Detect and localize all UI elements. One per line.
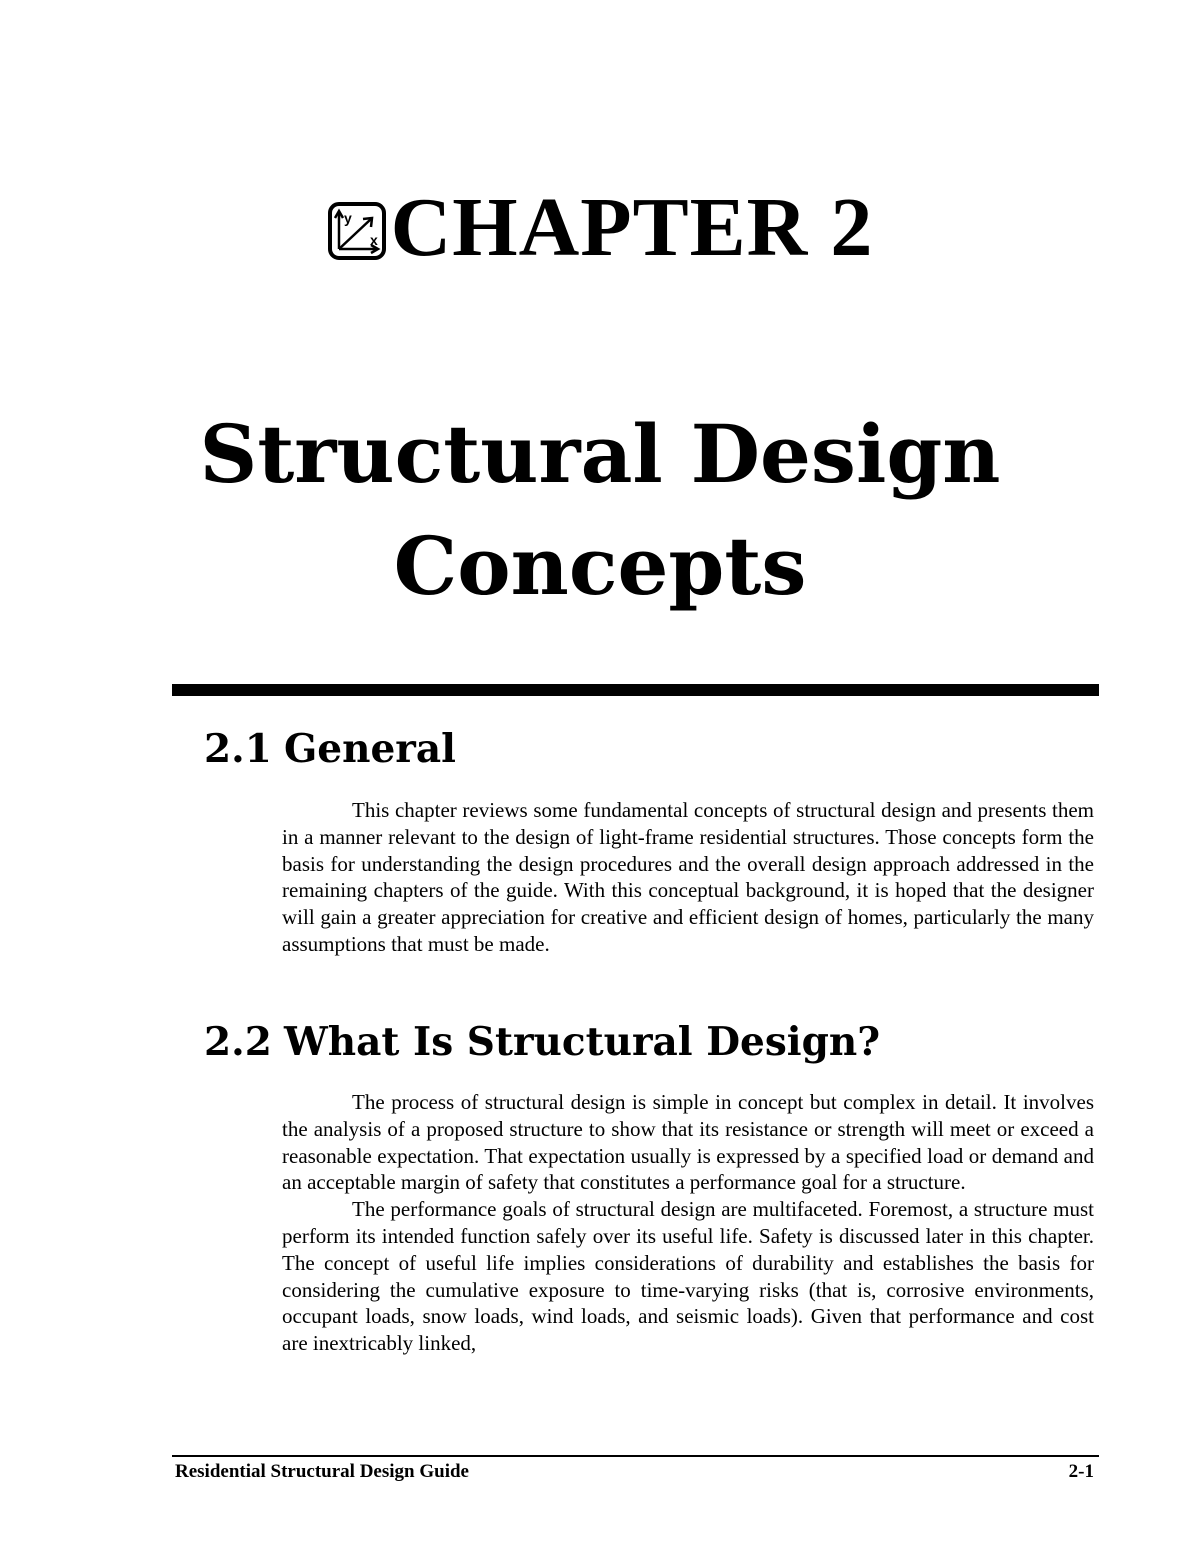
chapter-label: CHAPTER 2 bbox=[390, 181, 874, 274]
section-heading-2-1 bbox=[204, 724, 456, 774]
xy-axes-icon bbox=[327, 201, 387, 261]
section-heading-2-2 bbox=[204, 1017, 880, 1067]
section-body-2-2 bbox=[282, 1089, 1094, 1357]
page-number: 2-1 bbox=[1068, 1461, 1094, 1482]
paragraph: The performance goals of structural design are multifaceted. Foremost, a structure must perform its intended function safely over its useful life. Safety is discussed later in this chapter. The concept of useful life implies considerations of durability and establishes the basis for considering the cumulative exposure to time-varying risks (that is, corrosive environments, occupant loads, snow loads, wind loads, and seismic loads). Given that performance and cost are inextricably linked, bbox=[282, 1197, 1094, 1356]
section-number: 2.2 bbox=[204, 1019, 272, 1065]
chapter-title bbox=[0, 398, 1200, 622]
svg-text:y: y bbox=[343, 210, 352, 226]
chapter-title-line-2: Concepts bbox=[393, 519, 807, 613]
paragraph: The process of structural design is simple in concept but complex in detail. It involves the analysis of a proposed structure to show that its resistance or strength will meet or exceed a reasonable expectation. That expectation usually is expressed by a specified load or demand and an acceptable margin of safety that constitutes a performance goal for a structure. bbox=[282, 1090, 1094, 1195]
section-body-2-1 bbox=[282, 797, 1094, 958]
chapter-header bbox=[0, 180, 1200, 276]
footer-divider bbox=[172, 1455, 1099, 1457]
svg-text:x: x bbox=[369, 232, 378, 248]
section-title: General bbox=[284, 726, 456, 772]
section-title: What Is Structural Design? bbox=[284, 1019, 881, 1065]
section-number: 2.1 bbox=[204, 726, 272, 772]
chapter-title-line-1: Structural Design bbox=[199, 407, 1001, 501]
title-divider bbox=[172, 684, 1099, 696]
paragraph: This chapter reviews some fundamental concepts of structural design and presents them in a manner relevant to the design of light-frame residential structures. Those concepts form the basis for understanding the design procedures and the overall design approach addressed in the remaining chapters of the guide. With this conceptual background, it is hoped that the designer will gain a greater appreciation for creative and efficient design of homes, particularly the many assumptions that must be made. bbox=[282, 798, 1094, 956]
footer-guide-title: Residential Structural Design Guide bbox=[175, 1461, 469, 1482]
